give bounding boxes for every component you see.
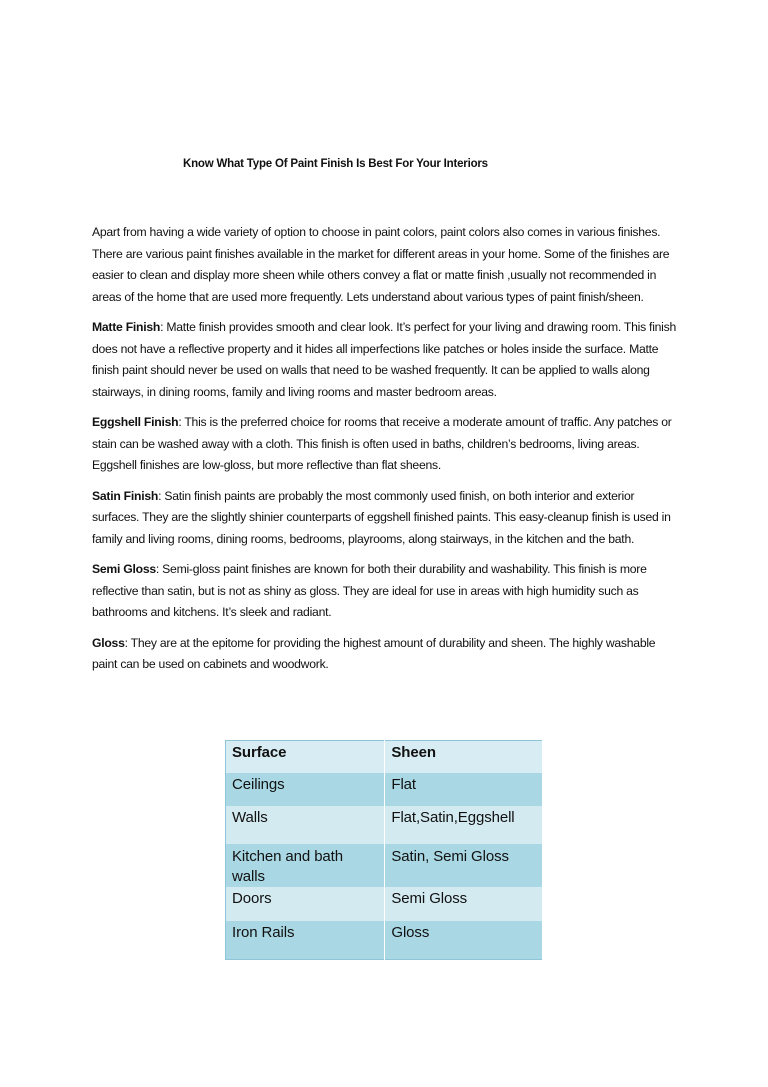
table-row (226, 773, 543, 806)
section-text: : Satin finish paints are probably the most commonly used finish, on both interior and exterior surfaces. They are the slightly shinier counterparts of eggshell finished paints. This easy-cleanup finish is used in family and living rooms, dining rooms, bedrooms, playrooms, along stairways, in the kitchen and the bath. (92, 488, 671, 546)
article-body (92, 222, 682, 685)
table-cell-sheen: Gloss (385, 921, 543, 960)
table-row (226, 844, 543, 887)
section-matte (92, 317, 682, 403)
table-cell-surface: Ceilings (226, 773, 385, 806)
section-eggshell (92, 412, 682, 477)
table-header-row (226, 741, 543, 774)
table-cell-surface: Doors (226, 887, 385, 921)
section-term: Eggshell Finish (92, 415, 179, 429)
table-cell-sheen: Semi Gloss (385, 887, 543, 921)
section-text: : Semi-gloss paint finishes are known for both their durability and washability. This finish is more reflective than satin, but is not as shiny as gloss. They are ideal for use in areas with high humidity such as bathrooms and kitchens. It’s sleek and radiant. (92, 562, 647, 619)
page-title: Know What Type Of Paint Finish Is Best For Your Interiors (183, 158, 488, 170)
table-row (226, 806, 543, 844)
sheen-table (225, 740, 543, 960)
table-cell-sheen: Flat (385, 773, 543, 806)
intro-paragraph: Apart from having a wide variety of option to choose in paint colors, paint colors also comes in various finishes. There are various paint finishes available in the market for different areas in your home. Some of the finishes are easier to clean and display more sheen while others convey a flat or matte finish ,usually not recommended in areas of the home that are used more frequently. Lets understand about various types of paint finish/sheen. (92, 225, 670, 304)
section-term: Satin Finish (92, 488, 159, 503)
table-cell-sheen: Satin, Semi Gloss (385, 844, 543, 887)
table-cell-surface: Kitchen and bath walls (226, 844, 385, 887)
table-row (226, 887, 543, 921)
header-sheen: Sheen (385, 741, 543, 774)
section-term: Gloss (92, 635, 125, 650)
table-cell-sheen: Flat,Satin,Eggshell (385, 806, 543, 844)
table-cell-surface: Iron Rails (226, 921, 385, 960)
section-term: Semi Gloss (92, 562, 156, 576)
table-row (226, 921, 543, 960)
section-satin (92, 486, 682, 551)
section-text: : Matte finish provides smooth and clear look. It’s perfect for your living and drawing room. This finish does not have a reflective property and it hides all imperfections like patches or holes inside the surface. Matte finish paint should never be used on walls that need to be washed frequently. It can be applied to walls along stairways, in dining rooms, family and living rooms and master bedroom areas. (92, 320, 677, 399)
table-cell-surface: Walls (226, 806, 385, 844)
section-semi-gloss (92, 559, 682, 624)
section-gloss (92, 633, 682, 676)
section-term: Matte Finish (92, 320, 161, 334)
header-surface: Surface (226, 741, 385, 774)
section-text: : This is the preferred choice for rooms that receive a moderate amount of traffic. Any patches or stain can be washed away with a cloth. This finish is often used in baths, children’s bedrooms, living areas. Eggshell finishes are low-gloss, but more reflective than flat sheens. (92, 415, 672, 472)
section-text: : They are at the epitome for providing the highest amount of durability and sheen. The highly washable paint can be used on cabinets and woodwork. (92, 635, 656, 671)
